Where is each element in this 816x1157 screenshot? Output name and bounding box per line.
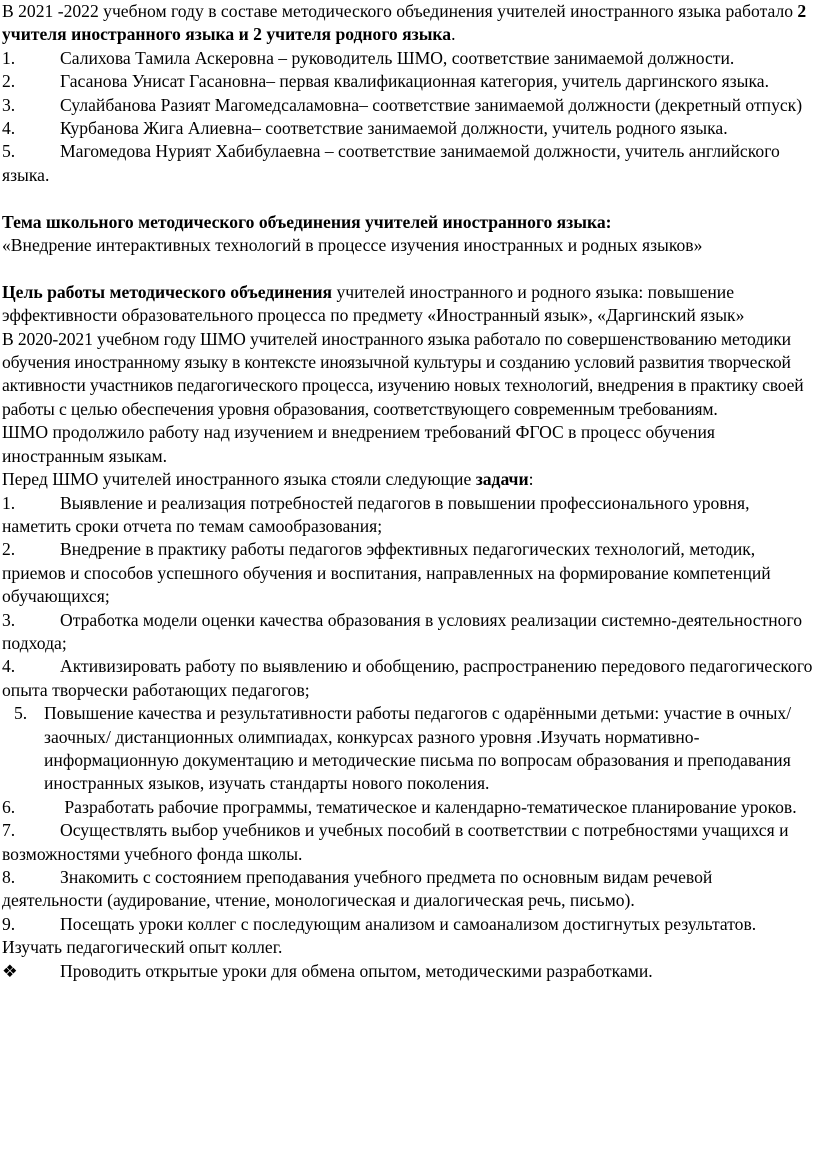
body-paragraph: В 2020-2021 учебном году ШМО учителей иностранного языка работало по совершенствованию методики обучения иностранному языку в контексте иноязычной культуры и созданию условий развития творческой активности участников педагогического процесса, изучению новых технологий, внедрения в практику своей работы с целью обеспечения уровня образования, соответствующего современным требованиям.	[2, 328, 804, 419]
list-item: 6. Разработать рабочие программы, тематическое и календарно-тематическое планирование уроков.	[2, 796, 797, 817]
theme-text: «Внедрение интерактивных технологий в процессе изучения иностранных и родных языков»	[2, 235, 703, 256]
theme-heading: Тема школьного методического объединения учителей иностранного языка:	[2, 211, 612, 232]
list-item: 4. Активизировать работу по выявлению и обобщению, распространению передового педагогического опыта творчески работающих педагогов;	[2, 656, 813, 700]
list-item: 1. Выявление и реализация потребностей педагогов в повышении профессионального уровня, наметить сроки отчета по темам самообразования;	[2, 492, 750, 536]
spacer	[2, 257, 814, 280]
spacer	[2, 187, 814, 210]
list-item: ❖ Проводить открытые уроки для обмена опытом, методическими разработками.	[2, 960, 814, 983]
list-item: 3. Отработка модели оценки качества образования в условиях реализации системно-деятельностного подхода;	[2, 609, 803, 653]
list-item: 5. Магомедова Нурият Хабибулаевна – соответствие занимаемой должности, учитель английского языка.	[2, 141, 780, 185]
list-item: 2. Гасанова Унисат Гасановна– первая квалификационная категория, учитель даргинского языка.	[2, 71, 769, 92]
list-item: 3. Сулайбанова Разият Магомедсаламовна– соответствие занимаемой должности (декретный отпуск)	[2, 94, 803, 115]
intro-bold: 2 учителя иностранного языка и 2 учителя родного языка	[2, 1, 807, 45]
staff-list	[2, 47, 814, 187]
list-item: 5. Повышение качества и результативности работы педагогов с одарёнными детьми: участие в очных/ заочных/ дистанционных олимпиадах, конкурсах разного уровня .Изучать нормативно-информационную документацию и методические письма по вопросам образования и преподавания иностранных языков, изучать стандарты нового поколения.	[14, 703, 792, 794]
intro-paragraph: В 2021 -2022 учебном году в составе методического объединения учителей иностранного языка работало 2 учителя иностранного языка и 2 учителя родного языка.	[2, 1, 807, 45]
list-item: 1. Салихова Тамила Аскеровна – руководитель ШМО, соответствие занимаемой должности.	[2, 47, 735, 68]
list-item: 2. Внедрение в практику работы педагогов эффективных педагогических технологий, методик, приемов и способов успешного обучения и воспитания, направленных на формирование компетенций обучающихся;	[2, 539, 771, 607]
diamond-bullet-icon: ❖	[2, 960, 18, 981]
goal-paragraph: Цель работы методического объединения учителей иностранного и родного языка: повышение эффективности образовательного процесса по предмету «Иностранный язык», «Даргинский язык»	[2, 281, 745, 326]
list-item: 7. Осуществлять выбор учебников и учебных пособий в соответствии с потребностями учащихся и возможностями учебного фонда школы.	[2, 820, 789, 864]
tasks-list	[2, 492, 814, 984]
list-item: 9. Посещать уроки коллег с последующим анализом и самоанализом достигнутых результатов. Изучать педагогический опыт коллег.	[2, 913, 757, 958]
tasks-intro: Перед ШМО учителей иностранного языка стояли следующие задачи:	[2, 469, 534, 490]
body-paragraph: ШМО продолжило работу над изучением и внедрением требований ФГОС в процесс обучения иностранным языкам.	[2, 422, 715, 466]
list-item: 4. Курбанова Жига Алиевна– соответствие занимаемой должности, учитель родного языка.	[2, 118, 728, 139]
list-item: 8. Знакомить с состоянием преподавания учебного предмета по основным видам речевой деятельности (аудирование, чтение, монологическая и диалогическая речь, письмо).	[2, 867, 713, 911]
